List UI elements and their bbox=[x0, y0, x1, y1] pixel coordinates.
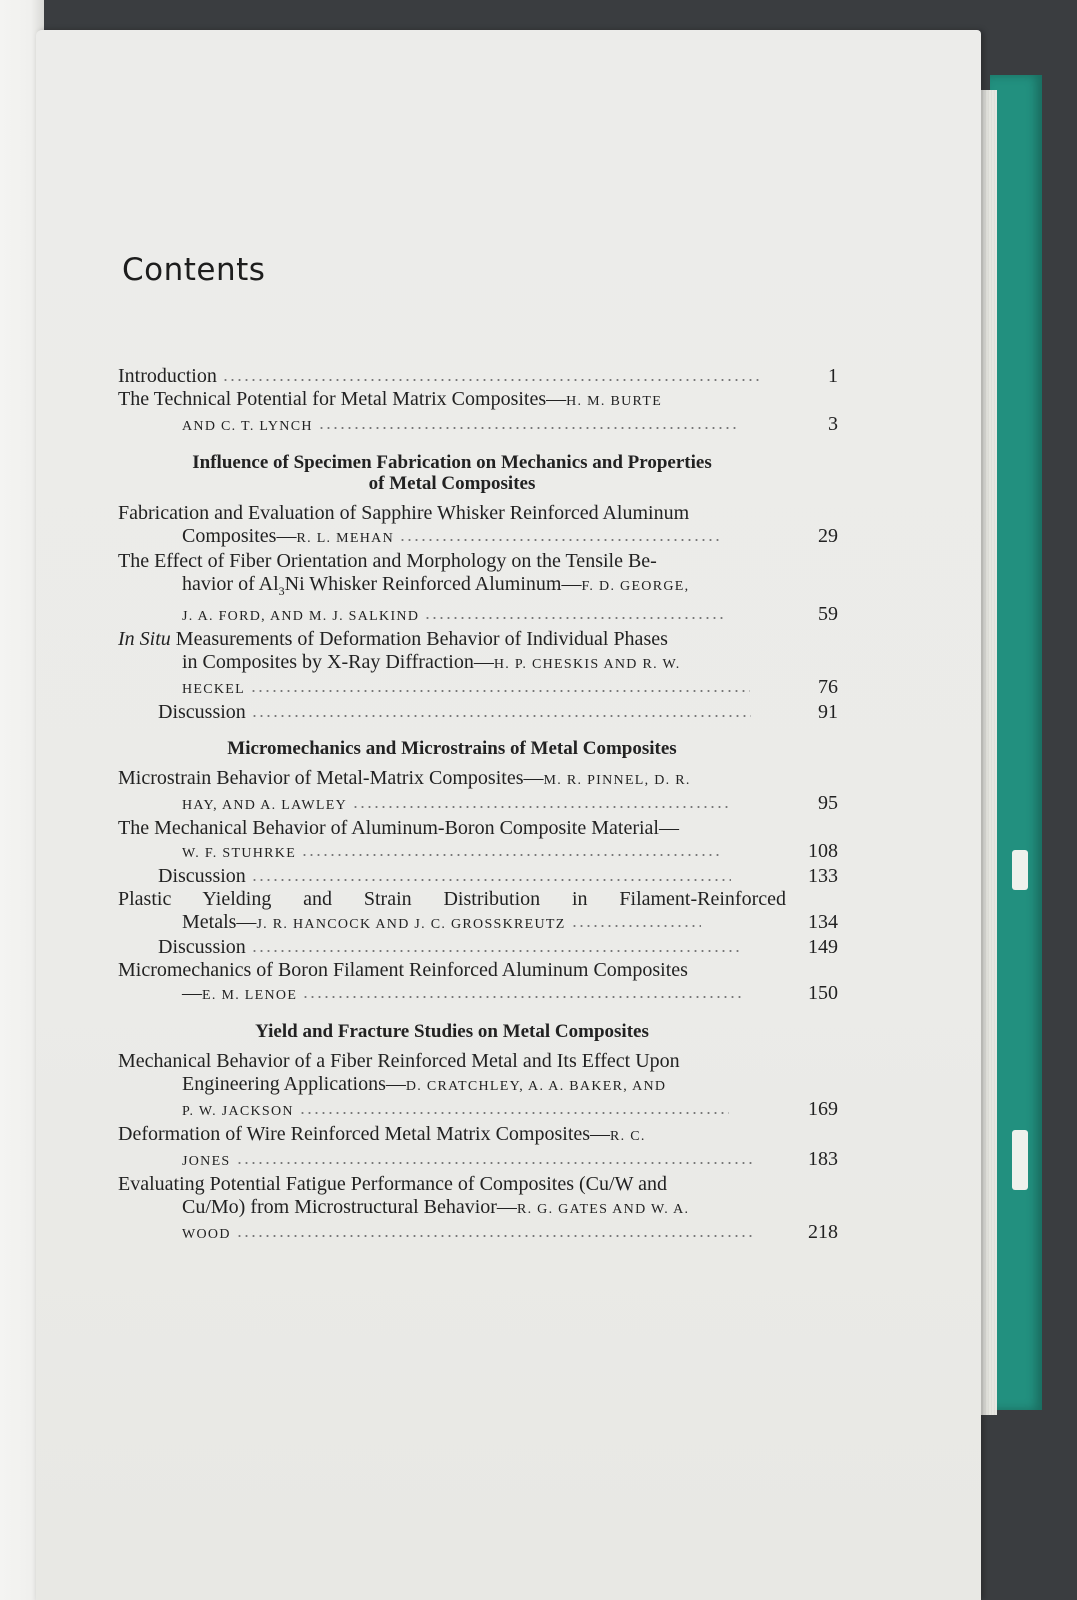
leader-dots bbox=[299, 1111, 729, 1115]
page-number: 150 bbox=[808, 982, 838, 1004]
toc-entry-discussion: Discussion 133 bbox=[158, 865, 838, 887]
leader-dots bbox=[251, 878, 731, 882]
toc-entry: Fabrication and Evaluation of Sapphire Whisker Reinforced Aluminum bbox=[118, 502, 690, 524]
toc-entry-continued bbox=[118, 603, 838, 628]
entry-author: R. G. GATES AND W. A. bbox=[516, 1202, 690, 1217]
page-number: 95 bbox=[818, 792, 838, 814]
entry-author: HAY, AND A. LAWLEY bbox=[182, 798, 348, 813]
toc-entry-discussion: Discussion 149 bbox=[158, 936, 838, 958]
toc-entry-continued: havior of $Al_3Ni$ Whisker Reinforced Aluminum—F. D. GEORGE, bbox=[182, 573, 690, 598]
toc-entry: Mechanical Behavior of a Fiber Reinforced Metal and Its Effect Upon bbox=[118, 1050, 680, 1072]
cover-marking bbox=[1012, 1130, 1028, 1190]
leader-dots bbox=[250, 689, 750, 693]
leader-dots bbox=[236, 1161, 756, 1165]
page-number: 1 bbox=[828, 365, 838, 387]
leader-dots bbox=[251, 949, 741, 953]
page-number: 3 bbox=[828, 413, 838, 435]
leader-dots bbox=[424, 616, 724, 620]
toc-entry-continued bbox=[118, 840, 838, 865]
page-number: 29 bbox=[818, 525, 838, 547]
toc-entry-continued bbox=[118, 792, 838, 817]
cover-marking bbox=[1012, 850, 1028, 890]
entry-author: H. P. CHESKIS AND R. W. bbox=[493, 657, 681, 672]
toc-entry: The Mechanical Behavior of Aluminum-Boron Composite Material— bbox=[118, 817, 679, 839]
entry-author: D. CRATCHLEY, A. A. BAKER, AND bbox=[405, 1079, 667, 1094]
section-heading: Micromechanics and Microstrains of Metal Composites bbox=[227, 738, 677, 759]
page-number: 169 bbox=[808, 1098, 838, 1120]
table-of-contents bbox=[118, 365, 838, 1246]
toc-entry bbox=[118, 365, 838, 388]
toc-entry-continued bbox=[118, 676, 838, 701]
leader-dots bbox=[301, 853, 721, 857]
toc-entry-continued bbox=[118, 1148, 838, 1173]
entry-author: R. C. bbox=[610, 1129, 646, 1144]
entry-author: WOOD bbox=[182, 1227, 231, 1242]
leader-dots bbox=[318, 426, 738, 430]
entry-author: JONES bbox=[182, 1154, 231, 1169]
toc-entry-discussion: Discussion 91 bbox=[158, 701, 838, 723]
entry-author: P. W. JACKSON bbox=[182, 1104, 294, 1119]
page-number: 76 bbox=[818, 676, 838, 698]
entry-author: H. M. BURTE bbox=[566, 394, 663, 409]
toc-entry-continued: Metals—J. R. HANCOCK AND J. C. GROSSKREUTZ 134 bbox=[182, 911, 838, 933]
page-number: 149 bbox=[808, 936, 838, 958]
leader-dots bbox=[222, 378, 762, 382]
entry-author: R. L. MEHAN bbox=[296, 531, 394, 546]
toc-entry bbox=[118, 388, 838, 413]
page-number: 218 bbox=[808, 1221, 838, 1243]
book-cover bbox=[990, 75, 1042, 1410]
entry-author: AND C. T. LYNCH bbox=[182, 419, 313, 434]
leader-dots bbox=[352, 805, 732, 809]
toc-entry: The Effect of Fiber Orientation and Morphology on the Tensile Be- bbox=[118, 550, 657, 572]
toc-entry: Microstrain Behavior of Metal-Matrix Composites—M. R. PINNEL, D. R. bbox=[118, 767, 691, 789]
entry-author: E. M. LENOE bbox=[202, 988, 298, 1003]
entry-author: W. F. STUHRKE bbox=[182, 846, 297, 861]
section-heading: Yield and Fracture Studies on Metal Composites bbox=[255, 1021, 649, 1042]
toc-entry-continued bbox=[118, 1221, 838, 1246]
toc-entry-continued: Cu/Mo) from Microstructural Behavior—R. G. GATES AND W. A. bbox=[182, 1196, 690, 1218]
page-title: Contents bbox=[122, 252, 266, 288]
entry-author: HECKEL bbox=[182, 682, 246, 697]
toc-entry: In Situ Measurements of Deformation Behavior of Individual Phases bbox=[118, 628, 668, 650]
page-number: 133 bbox=[808, 865, 838, 887]
entry-author: M. R. PINNEL, D. R. bbox=[543, 773, 691, 788]
toc-entry-continued: in Composites by X-Ray Diffraction—H. P. CHESKIS AND R. W. bbox=[182, 651, 681, 673]
page-number: 59 bbox=[818, 603, 838, 625]
page-number: 91 bbox=[818, 701, 838, 723]
toc-entry-continued: Composites—R. L. MEHAN 29 bbox=[182, 525, 838, 547]
toc-entry-continued bbox=[118, 1098, 838, 1123]
leader-dots bbox=[236, 1234, 756, 1238]
entry-author: J. R. HANCOCK AND J. C. GROSSKREUTZ bbox=[256, 917, 566, 932]
page-number: 134 bbox=[808, 911, 838, 933]
leader-dots bbox=[251, 714, 751, 718]
toc-entry-continued bbox=[118, 413, 838, 438]
leader-dots bbox=[302, 995, 742, 999]
toc-entry-continued: —E. M. LENOE 150 bbox=[182, 982, 838, 1004]
leader-dots bbox=[571, 924, 701, 928]
page-number: 108 bbox=[808, 840, 838, 862]
entry-title: Introduction bbox=[118, 365, 217, 387]
toc-entry: Plastic Yielding and Strain Distribution in Filament-Reinforced bbox=[118, 888, 786, 910]
toc-entry-continued: Engineering Applications—D. CRATCHLEY, A. A. BAKER, AND bbox=[182, 1073, 667, 1095]
toc-entry: Deformation of Wire Reinforced Metal Matrix Composites—R. C. bbox=[118, 1123, 646, 1145]
entry-author: F. D. GEORGE, bbox=[581, 579, 690, 594]
page-number: 183 bbox=[808, 1148, 838, 1170]
leader-dots bbox=[399, 538, 719, 542]
entry-title: The Technical Potential for Metal Matrix Composites— bbox=[118, 388, 567, 410]
section-heading: Influence of Specimen Fabrication on Mechanics and Properties of Metal Composites bbox=[192, 452, 712, 494]
toc-entry: Evaluating Potential Fatigue Performance of Composites (Cu/W and bbox=[118, 1173, 667, 1195]
entry-author: J. A. FORD, AND M. J. SALKIND bbox=[182, 609, 420, 624]
toc-entry: Micromechanics of Boron Filament Reinforced Aluminum Composites bbox=[118, 959, 688, 981]
